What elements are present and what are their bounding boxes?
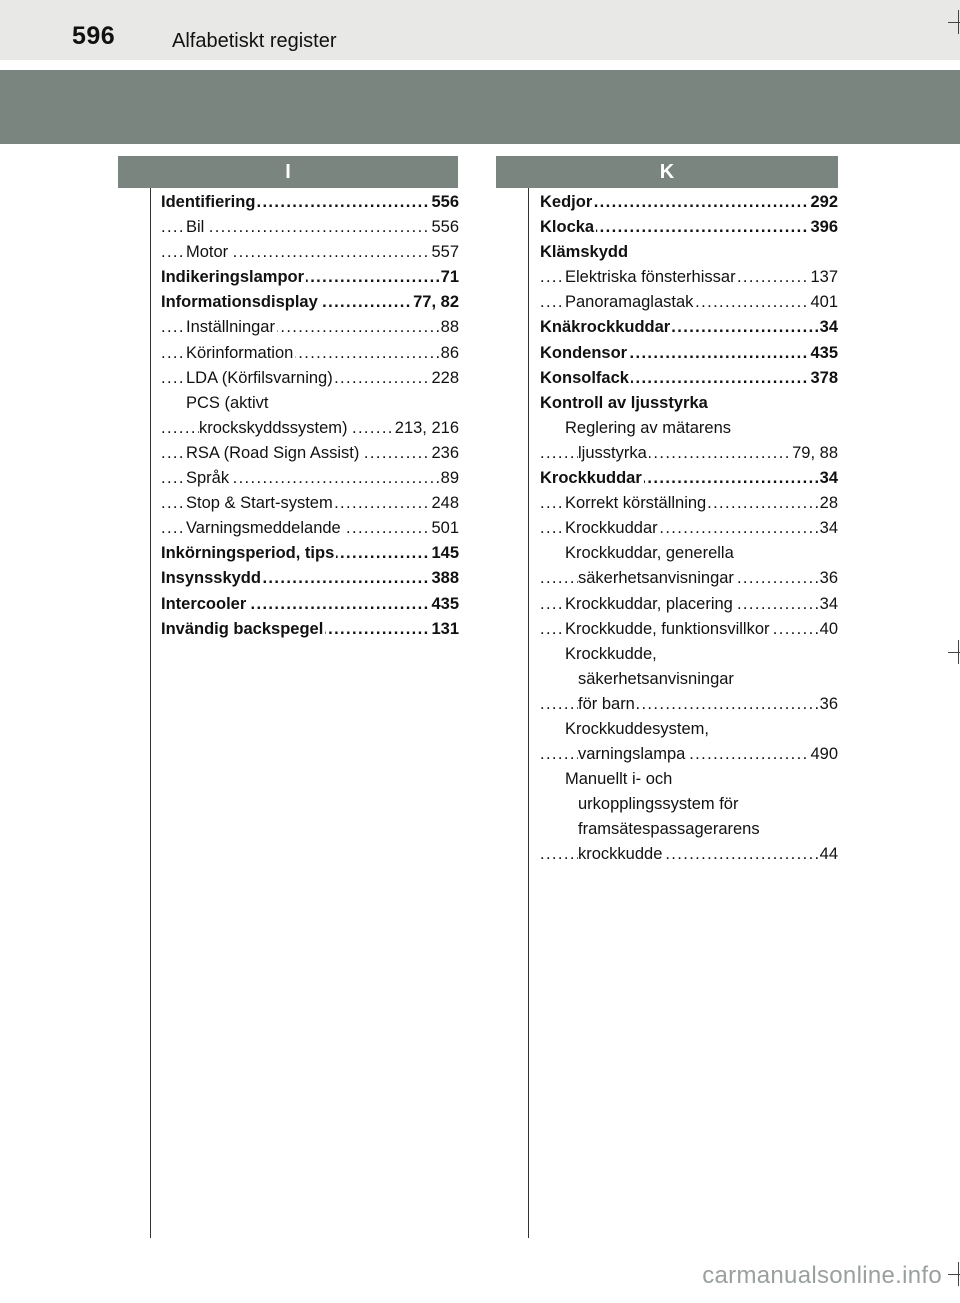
entry-term: Elektriska fönsterhissar bbox=[565, 268, 736, 287]
index-entry bbox=[540, 592, 838, 617]
entry-term: Stop & Start-system bbox=[186, 494, 333, 513]
index-entry bbox=[540, 667, 838, 692]
index-entry bbox=[540, 617, 838, 642]
index-entry bbox=[540, 817, 838, 842]
entry-page-ref: 34 bbox=[818, 592, 838, 617]
entry-term: Klämskydd bbox=[540, 243, 629, 262]
entry-page-ref: 556 bbox=[429, 190, 459, 215]
column-rule-left bbox=[150, 188, 151, 1238]
entry-page-ref: 71 bbox=[439, 265, 459, 290]
index-entry bbox=[161, 416, 459, 441]
entry-page-ref: 378 bbox=[808, 366, 838, 391]
index-entry bbox=[540, 767, 838, 792]
crop-mark bbox=[948, 652, 960, 653]
index-entry bbox=[161, 617, 459, 642]
entry-page-ref: 401 bbox=[808, 290, 838, 315]
entry-term: Inkörningsperiod, tips bbox=[161, 544, 335, 563]
entry-term: Kondensor bbox=[540, 343, 628, 362]
entry-term: Indikeringslampor bbox=[161, 268, 305, 287]
crop-mark bbox=[948, 1274, 960, 1275]
entry-term: Varningsmeddelande bbox=[186, 519, 341, 538]
entry-term: varningslampa bbox=[578, 745, 686, 764]
entry-term: framsätespassagerarens bbox=[578, 820, 760, 839]
index-entry bbox=[540, 842, 838, 867]
entry-page-ref: 556 bbox=[429, 215, 459, 240]
entry-term: säkerhetsanvisningar bbox=[578, 669, 734, 688]
page-number: 596 bbox=[72, 22, 116, 50]
index-entry bbox=[540, 692, 838, 717]
index-entry bbox=[540, 416, 838, 441]
entry-page-ref: 435 bbox=[808, 341, 838, 366]
index-entry bbox=[540, 391, 838, 416]
index-entry bbox=[161, 290, 459, 315]
entry-page-ref: 501 bbox=[429, 516, 459, 541]
index-entry bbox=[540, 642, 838, 667]
index-entry bbox=[540, 290, 838, 315]
entry-page-ref: 435 bbox=[429, 592, 459, 617]
index-entry bbox=[540, 240, 838, 265]
entry-page-ref: 86 bbox=[439, 341, 459, 366]
header-bar bbox=[0, 0, 960, 60]
index-entry bbox=[540, 491, 838, 516]
entry-term: PCS (aktivt bbox=[186, 393, 269, 412]
entry-term: Klocka bbox=[540, 218, 595, 237]
entry-term: ljusstyrka bbox=[578, 443, 647, 462]
index-entry bbox=[161, 566, 459, 591]
watermark: carmanualsonline.info bbox=[702, 1262, 942, 1289]
index-column-k bbox=[540, 190, 838, 868]
column-heading-i: I bbox=[118, 156, 458, 188]
index-entry bbox=[161, 592, 459, 617]
index-entry bbox=[161, 341, 459, 366]
entry-term: Panoramaglastak bbox=[565, 293, 694, 312]
index-entry bbox=[161, 240, 459, 265]
index-entry bbox=[161, 190, 459, 215]
entry-page-ref: 36 bbox=[818, 692, 838, 717]
index-entry bbox=[540, 466, 838, 491]
entry-page-ref: 228 bbox=[429, 366, 459, 391]
entry-term: Krockkuddar, placering bbox=[565, 594, 733, 613]
entry-page-ref: 28 bbox=[818, 491, 838, 516]
index-entry bbox=[161, 516, 459, 541]
entry-page-ref: 490 bbox=[808, 742, 838, 767]
index-column-i bbox=[161, 190, 459, 642]
section-banner bbox=[0, 70, 960, 144]
index-entry bbox=[161, 441, 459, 466]
entry-page-ref: 77, 82 bbox=[411, 290, 459, 315]
entry-term: LDA (Körfilsvarning) bbox=[186, 368, 333, 387]
entry-term: Kontroll av ljusstyrka bbox=[540, 393, 708, 412]
entry-term: Krockkuddar, generella bbox=[565, 544, 734, 563]
index-entry bbox=[540, 341, 838, 366]
index-entry bbox=[161, 491, 459, 516]
entry-term: RSA (Road Sign Assist) bbox=[186, 443, 360, 462]
entry-term: Identifiering bbox=[161, 193, 256, 211]
entry-term: Insynsskydd bbox=[161, 569, 261, 588]
index-entry bbox=[161, 366, 459, 391]
index-entry bbox=[540, 265, 838, 290]
entry-term: Krockkudde, bbox=[565, 644, 657, 663]
entry-page-ref: 396 bbox=[808, 215, 838, 240]
index-entry bbox=[540, 742, 838, 767]
index-entry bbox=[540, 366, 838, 391]
crop-mark bbox=[948, 22, 960, 23]
entry-page-ref: 137 bbox=[808, 265, 838, 290]
entry-term: Bil bbox=[186, 218, 205, 237]
entry-term: Knäkrockkuddar bbox=[540, 318, 671, 337]
entry-page-ref: 44 bbox=[818, 842, 838, 867]
index-entry bbox=[540, 516, 838, 541]
entry-page-ref: 89 bbox=[439, 466, 459, 491]
index-entry bbox=[540, 315, 838, 340]
entry-page-ref: 388 bbox=[429, 566, 459, 591]
entry-term: Språk bbox=[186, 469, 230, 488]
entry-term: för barn bbox=[578, 694, 635, 713]
entry-term: Manuellt i- och bbox=[565, 770, 673, 789]
column-rule-right bbox=[528, 188, 529, 1238]
index-entry bbox=[540, 215, 838, 240]
entry-term: Intercooler bbox=[161, 594, 247, 613]
index-entry bbox=[540, 717, 838, 742]
entry-page-ref: 34 bbox=[818, 466, 838, 491]
entry-term: Reglering av mätarens bbox=[565, 418, 731, 437]
entry-page-ref: 213, 216 bbox=[393, 416, 459, 441]
index-entry bbox=[161, 265, 459, 290]
index-entry bbox=[161, 215, 459, 240]
index-entry bbox=[540, 566, 838, 591]
entry-term: Informationsdisplay bbox=[161, 293, 318, 312]
entry-term: Kedjor bbox=[540, 193, 593, 211]
entry-page-ref: 40 bbox=[818, 617, 838, 642]
entry-term: Krockkuddar bbox=[565, 519, 658, 538]
entry-term: Korrekt körställning bbox=[565, 494, 707, 513]
entry-page-ref: 88 bbox=[439, 315, 459, 340]
entry-page-ref: 34 bbox=[818, 516, 838, 541]
index-entry bbox=[161, 391, 459, 416]
entry-term: krockskyddssystem) bbox=[199, 418, 348, 437]
entry-term: Konsolfack bbox=[540, 368, 629, 387]
entry-term: Inställningar bbox=[186, 318, 275, 337]
index-entry bbox=[540, 190, 838, 215]
entry-term: Krockkuddesystem, bbox=[565, 719, 709, 738]
index-entry bbox=[540, 441, 838, 466]
entry-term: Körinformation bbox=[186, 343, 294, 362]
entry-page-ref: 79, 88 bbox=[790, 441, 838, 466]
index-entry bbox=[540, 792, 838, 817]
entry-page-ref: 145 bbox=[429, 541, 459, 566]
entry-page-ref: 248 bbox=[429, 491, 459, 516]
entry-page-ref: 36 bbox=[818, 566, 838, 591]
entry-term: urkopplingssystem för bbox=[578, 795, 739, 814]
entry-page-ref: 131 bbox=[429, 617, 459, 642]
index-entry bbox=[161, 466, 459, 491]
entry-term: säkerhetsanvisningar bbox=[578, 569, 734, 588]
entry-term: Motor bbox=[186, 243, 229, 262]
entry-term: krockkudde bbox=[578, 845, 663, 864]
index-entry bbox=[161, 541, 459, 566]
entry-page-ref: 34 bbox=[818, 315, 838, 340]
entry-page-ref: 292 bbox=[808, 190, 838, 215]
index-entry bbox=[161, 315, 459, 340]
index-entry bbox=[540, 541, 838, 566]
column-heading-k: K bbox=[496, 156, 838, 188]
entry-page-ref: 236 bbox=[429, 441, 459, 466]
entry-page-ref: 557 bbox=[429, 240, 459, 265]
entry-term: Invändig backspegel bbox=[161, 619, 324, 638]
entry-term: Krockkudde, funktionsvillkor bbox=[565, 619, 770, 638]
page-title: Alfabetiskt register bbox=[172, 30, 337, 52]
entry-term: Krockkuddar bbox=[540, 469, 642, 488]
